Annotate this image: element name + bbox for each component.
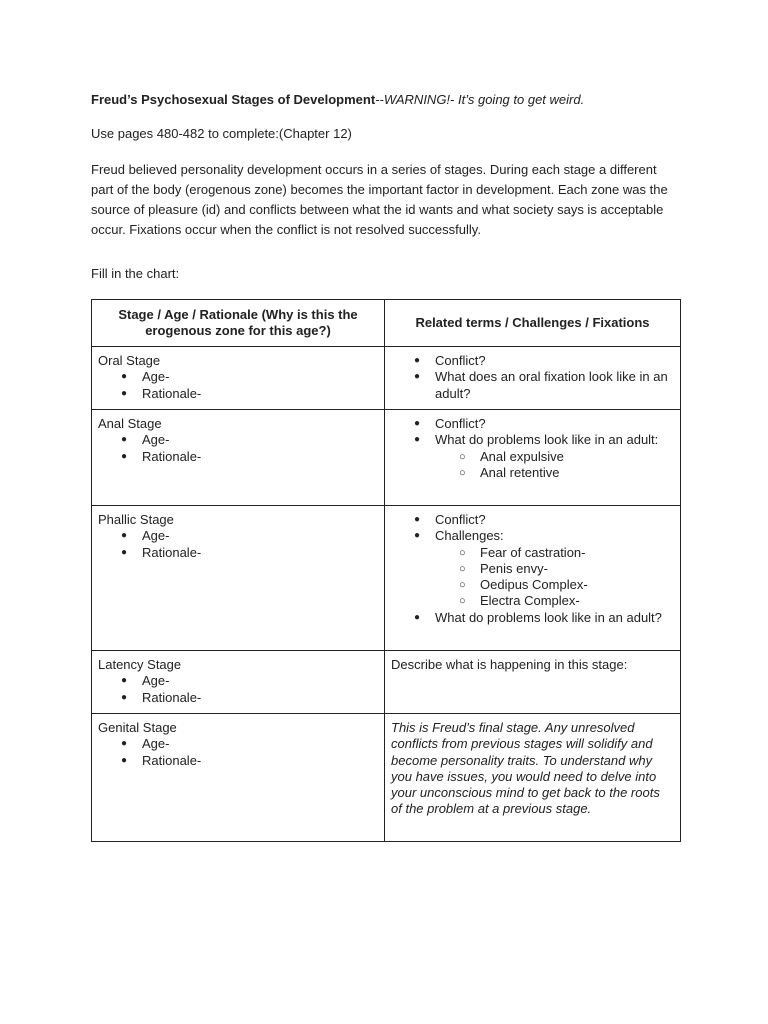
stage-name: Genital Stage: [98, 720, 177, 735]
stage-cell-latency[interactable]: [92, 651, 385, 714]
conflict-question: ● Conflict?: [435, 512, 674, 528]
related-cell-oral[interactable]: [385, 347, 681, 410]
problems-question-item: [435, 432, 674, 481]
related-cell-anal[interactable]: [385, 410, 681, 506]
related-cell-genital[interactable]: [385, 714, 681, 842]
stage-name: Latency Stage: [98, 657, 182, 672]
rationale-bullet: ● Rationale-: [142, 449, 378, 465]
problems-question: What do problems look like in an adult:: [435, 432, 659, 448]
rationale-bullet: ● Rationale-: [142, 545, 378, 561]
stage-name: Anal Stage: [98, 416, 162, 431]
fill-instruction: Fill in the chart:: [91, 266, 180, 281]
worksheet-header: [91, 90, 681, 282]
stage-name: Oral Stage: [98, 353, 161, 368]
sub-item: ○ Penis envy-: [480, 561, 674, 577]
table-row: [92, 506, 681, 651]
related-cell-latency[interactable]: [385, 651, 681, 714]
problems-question: ● What do problems look like in an adult?: [435, 610, 674, 626]
sub-item: ○ Anal expulsive: [480, 449, 674, 465]
rationale-bullet: ● Rationale-: [142, 690, 378, 706]
stage-cell-phallic[interactable]: [92, 506, 385, 651]
table-row: [92, 651, 681, 714]
intro-paragraph: Freud believed personality development occurs in a series of stages. During each stage a different part of the body (erogenous zone) becomes the important factor in development. Each zone was the source of pleasure (id) and conflicts between what the id wants and what society says is acceptable occur. Fixations occur when the conflict is not resolved successfully.: [91, 162, 668, 237]
title-warning: --WARNING!- It’s going to get weird.: [375, 92, 585, 107]
rationale-bullet: ● Rationale-: [142, 386, 378, 402]
pages-instruction: Use pages 480-482 to complete:(Chapter 12): [91, 126, 352, 141]
conflict-question: ● Conflict?: [435, 353, 674, 369]
stage-name: Phallic Stage: [98, 512, 174, 527]
sub-item: ○ Oedipus Complex-: [480, 577, 674, 593]
table-row: [92, 410, 681, 506]
sub-item: ○ Electra Complex-: [480, 593, 674, 609]
header-stage: Stage / Age / Rationale (Why is this the erogenous zone for this age?): [92, 300, 385, 347]
stages-chart: [91, 299, 681, 842]
age-bullet: ● Age-: [142, 673, 378, 689]
age-bullet: ● Age-: [142, 528, 378, 544]
age-bullet: ● Age-: [142, 432, 378, 448]
table-row: [92, 347, 681, 410]
sub-item: ○ Anal retentive: [480, 465, 674, 481]
age-bullet: ● Age-: [142, 369, 378, 385]
table-row: [92, 714, 681, 842]
age-bullet: ● Age-: [142, 736, 378, 752]
stage-cell-anal[interactable]: [92, 410, 385, 506]
sub-item: ○ Fear of castration-: [480, 545, 674, 561]
challenges-item: [435, 528, 674, 609]
genital-description: This is Freud’s final stage. Any unresolved conflicts from previous stages will solidify and become personality traits. To understand why you have issues, you would need to delve into your unconscious mind to get back to the roots of the problem at a previous stage.: [391, 720, 660, 817]
rationale-bullet: ● Rationale-: [142, 753, 378, 769]
challenges-label: Challenges:: [435, 528, 504, 544]
page-title: [91, 90, 681, 110]
describe-prompt: Describe what is happening in this stage:: [391, 657, 628, 672]
table-header-row: [92, 300, 681, 347]
header-related: Related terms / Challenges / Fixations: [385, 300, 681, 347]
related-cell-phallic[interactable]: [385, 506, 681, 651]
fixation-question: ● What does an oral fixation look like in an adult?: [435, 369, 674, 402]
stage-cell-genital[interactable]: [92, 714, 385, 842]
title-bold: Freud’s Psychosexual Stages of Development: [91, 92, 376, 107]
conflict-question: ● Conflict?: [435, 416, 674, 432]
stage-cell-oral[interactable]: [92, 347, 385, 410]
